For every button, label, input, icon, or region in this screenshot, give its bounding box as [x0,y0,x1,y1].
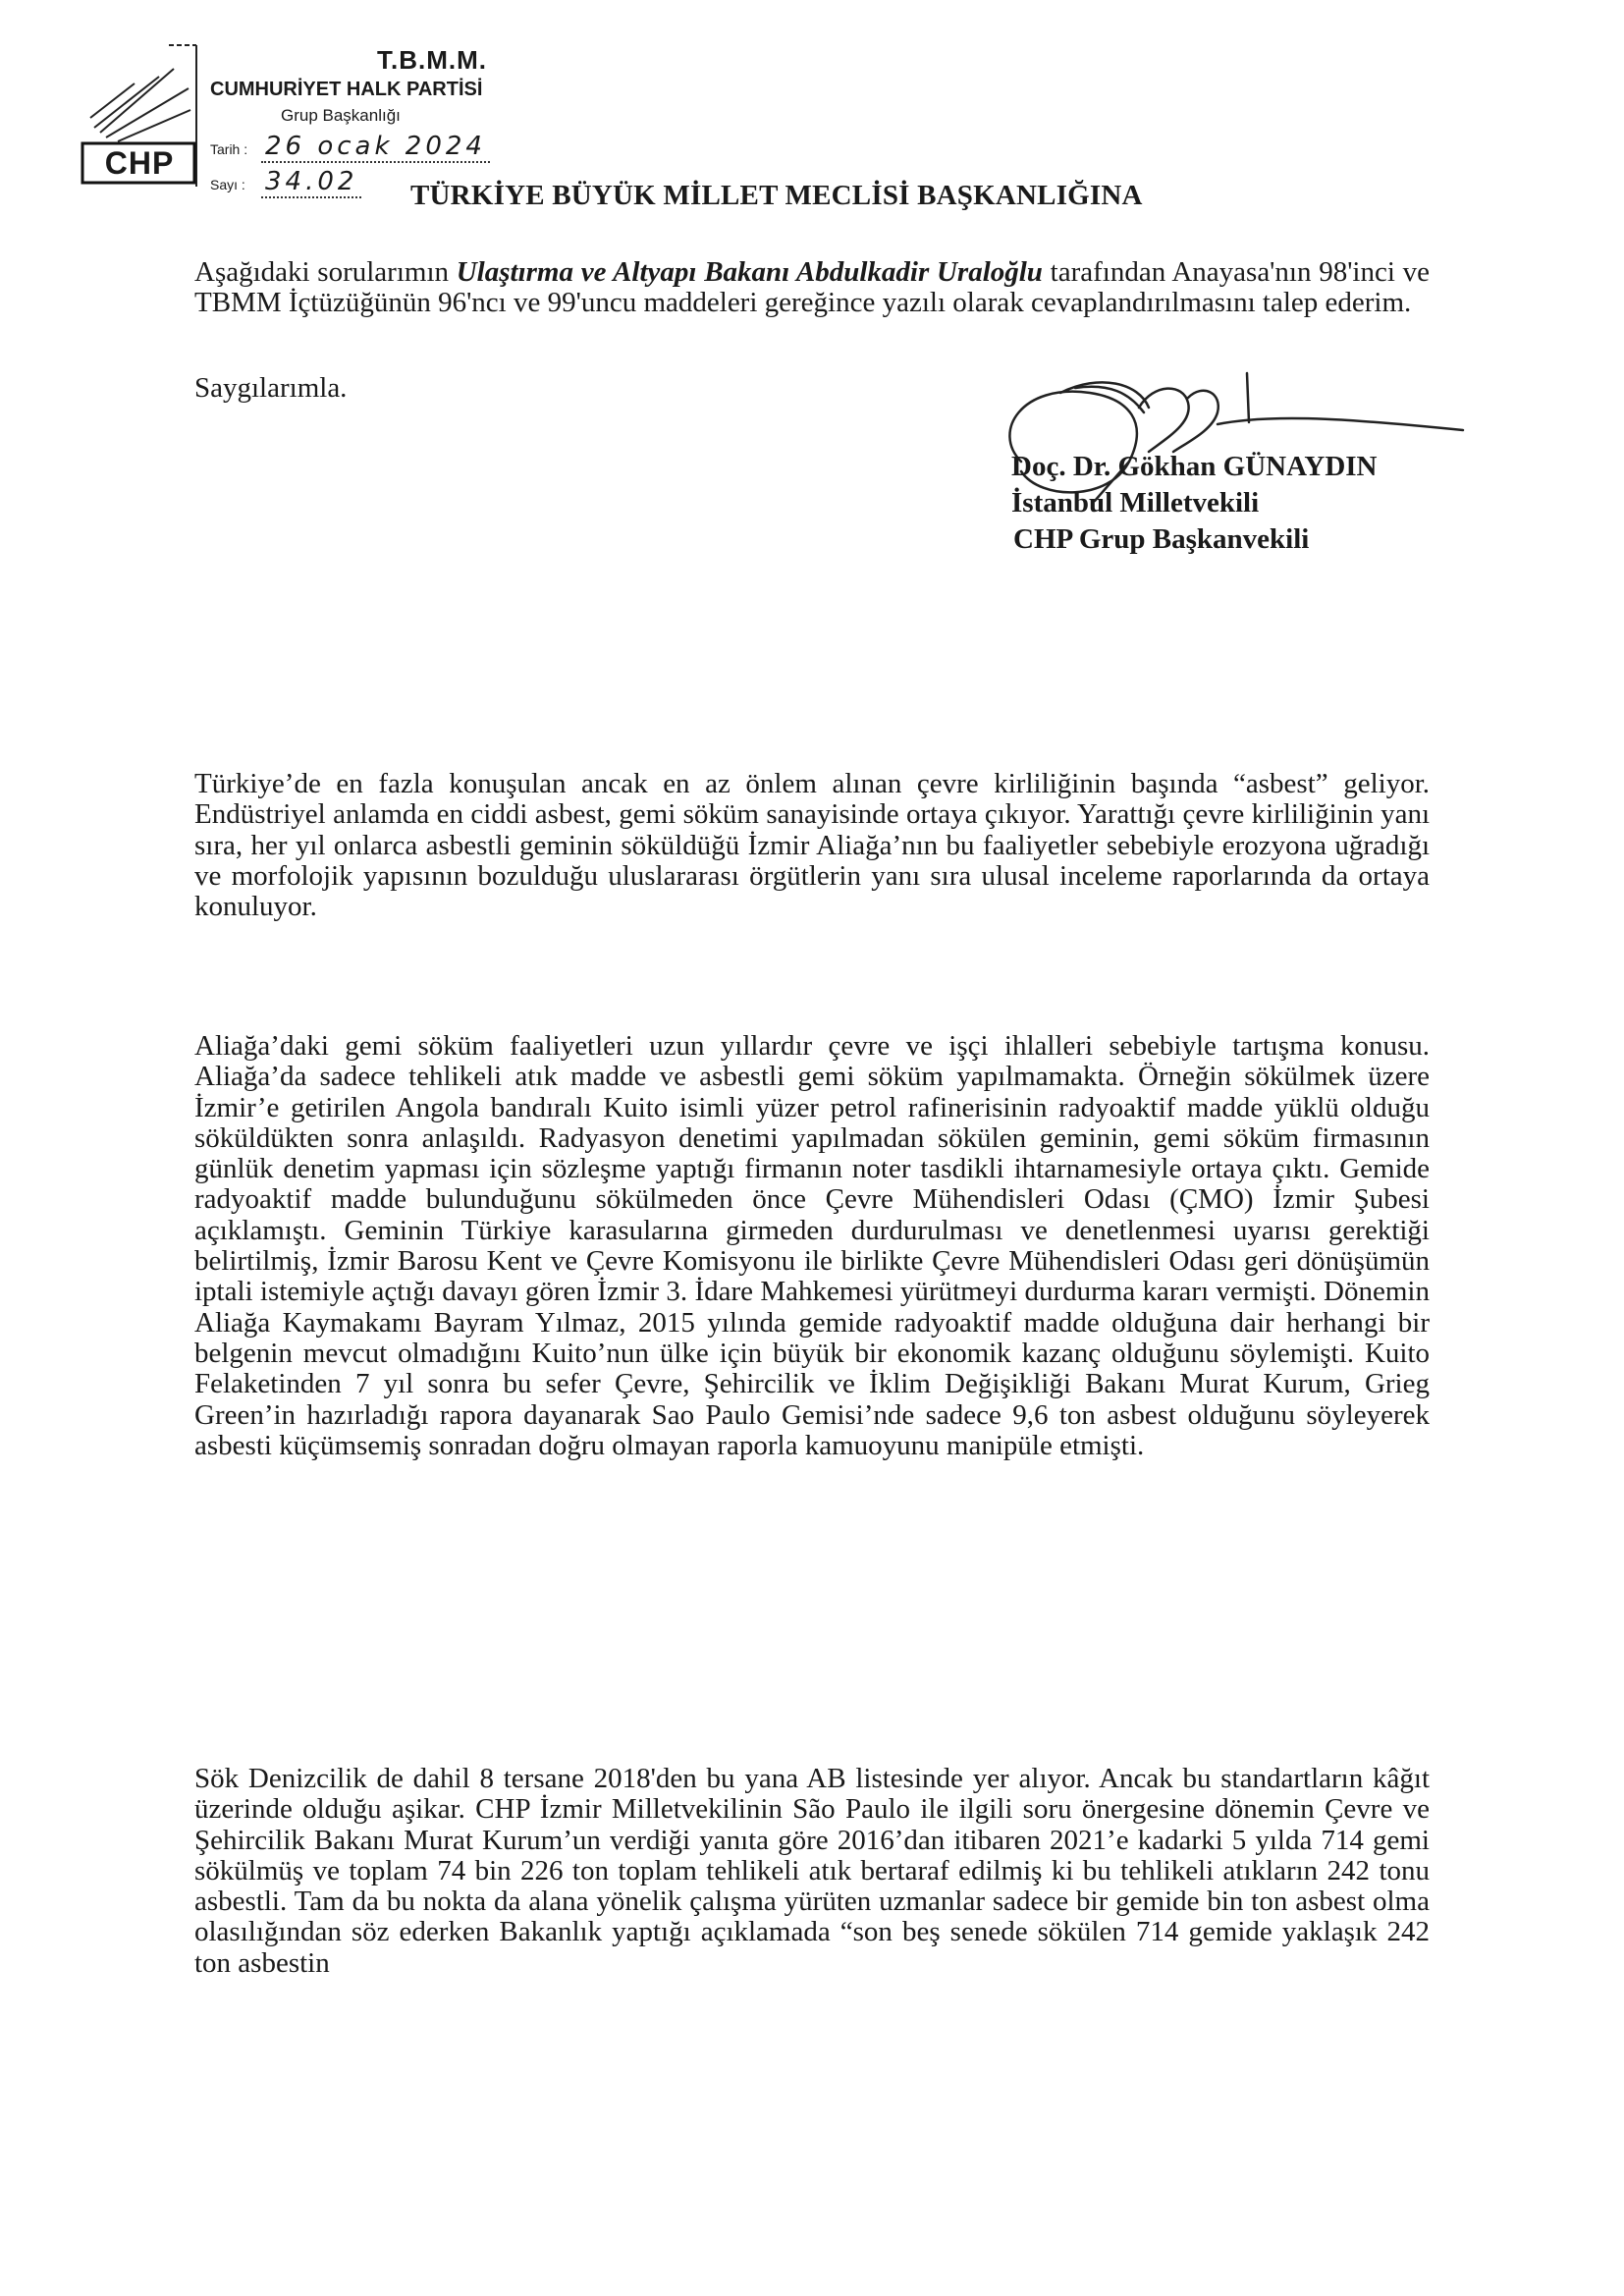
intro-after: tarafından Anayasa'nın 98'inci ve TBMM İçtüzüğünün 96'ncı ve 99'uncu maddeleri gereğince yazılı olarak cevaplandırılmasını talep ederim. [194,256,1430,318]
group-name: Grup Başkanlığı [281,106,401,125]
intro-before: Aşağıdaki sorularımın [194,256,457,288]
document-heading: TÜRKİYE BÜYÜK MİLLET MECLİSİ BAŞKANLIĞINA [410,180,1143,211]
signatory-title-1: İstanbul Milletvekili [1011,487,1260,519]
logo-text: CHP [104,145,175,181]
party-name: CUMHURİYET HALK PARTİSİ [210,79,483,100]
number-label: Sayı : [210,177,245,192]
date-label: Tarih : [210,141,248,157]
date-value: 26 ocak 2024 [261,132,490,163]
signatory-name: Doç. Dr. Gökhan GÜNAYDIN [1011,451,1378,482]
signatory-title-2: CHP Grup Başkanvekili [1013,523,1310,555]
greeting: Saygılarımla. [194,372,348,404]
chp-logo [81,39,198,187]
signature-block [1011,449,1378,558]
body-paragraph-2: Aliağa’daki gemi söküm faaliyetleri uzun yıllardır çevre ve işçi ihlalleri sebebiyle tartışma konusu. Aliağa’da sadece tehlikeli atık madde ve asbestli gemi söküm yapılmamakta. Örneğin sökülmek üzere İzmir’e getirilen Angola bandıralı Kuito isimli yüzer petrol rafinerisinin radyoaktif madde yüklü olduğu söküldükten sonra anlaşıldı. Radyasyon denetimi yapılmadan sökülen geminin, gemi söküm firmasının günlük denetim yapması için sözleşme yaptığı firmanın noter tasdikli ihtarnamesiyle ortaya çıktı. Gemide radyoaktif madde bulunduğunu sökülmeden önce Çevre Mühendisleri Odası (ÇMO) İzmir Şubesi açıklamıştı. Geminin Türkiye karasularına girmeden durdurulması ve denetlenmesi uyarısı gerektiği belirtilmiş, İzmir Barosu Kent ve Çevre Komisyonu ile birlikte Çevre Mühendisleri Odası geri dönüşümün iptali istemiyle açtığı davayı gören İzmir 3. İdare Mahkemesi yürütmeyi durdurma kararı vermişti. Dönemin Aliağa Kaymakamı Bayram Yılmaz, 2015 yılında gemide radyoaktif madde olduğuna dair herhangi bir belgenin mevcut olmadığını Kuito’nun ülke için büyük bir ekonomik kazanç olduğunu söylemişti. Kuito Felaketinden 7 yıl sonra bu sefer Çevre, Şehircilik ve İklim Değişikliği Bakanı Murat Kurum, Grieg Green’in hazırladığı rapora dayanarak Sao Paulo Gemisi’nde sadece 9,6 ton asbest olduğunu söyleyerek asbesti küçümsemiş sonradan doğru olmayan raporla kamuoyunu manipüle etmişti. [194,1030,1430,1461]
body-paragraph-1: Türkiye’de en fazla konuşulan ancak en az önlem alınan çevre kirliliğinin başında “asbest” geliyor. Endüstriyel anlamda en ciddi asbest, gemi söküm sanayisinde ortaya çıkıyor. Yarattığı çevre kirliliğinin yanı sıra, her yıl onlarca asbestli geminin söküldüğü İzmir Aliağa’nın bu faaliyetler sebebiyle erozyona uğradığı ve morfolojik yapısının bozulduğu uluslararası örgütlerin yanı sıra ulusal inceleme raporlarında da ortaya konuluyor. [194,768,1430,923]
date-row [210,132,490,161]
number-row [210,167,361,196]
body-paragraph-3: Sök Denizcilik de dahil 8 tersane 2018'den bu yana AB listesinde yer alıyor. Ancak bu standartların kâğıt üzerinde olduğu aşikar. CHP İzmir Milletvekilinin São Paulo ile ilgili soru önergesine dönemin Çevre ve Şehircilik Bakanı Murat Kurum’un verdiği yanıta göre 2016’dan itibaren 2021’e kadarki 5 yılda 714 gemi sökülmüş ve toplam 74 bin 226 ton toplam tehlikeli atık bertaraf edilmiş ki bu tehlikeli atıkların 242 tonu asbestli. Tam da bu nokta da alana yönelik çalışma yürüten uzmanlar sadece bir gemide bin ton asbest olma olasılığından söz ederken Bakanlık yaptığı açıklamada “son beş senede sökülen 714 gemide yaklaşık 242 ton asbestin [194,1763,1430,1979]
number-value: 34.02 [261,167,361,198]
tbmm-label: T.B.M.M. [377,45,487,75]
intro-paragraph [194,257,1430,318]
intro-minister: Ulaştırma ve Altyapı Bakanı Abdulkadir Uraloğlu [456,256,1043,288]
